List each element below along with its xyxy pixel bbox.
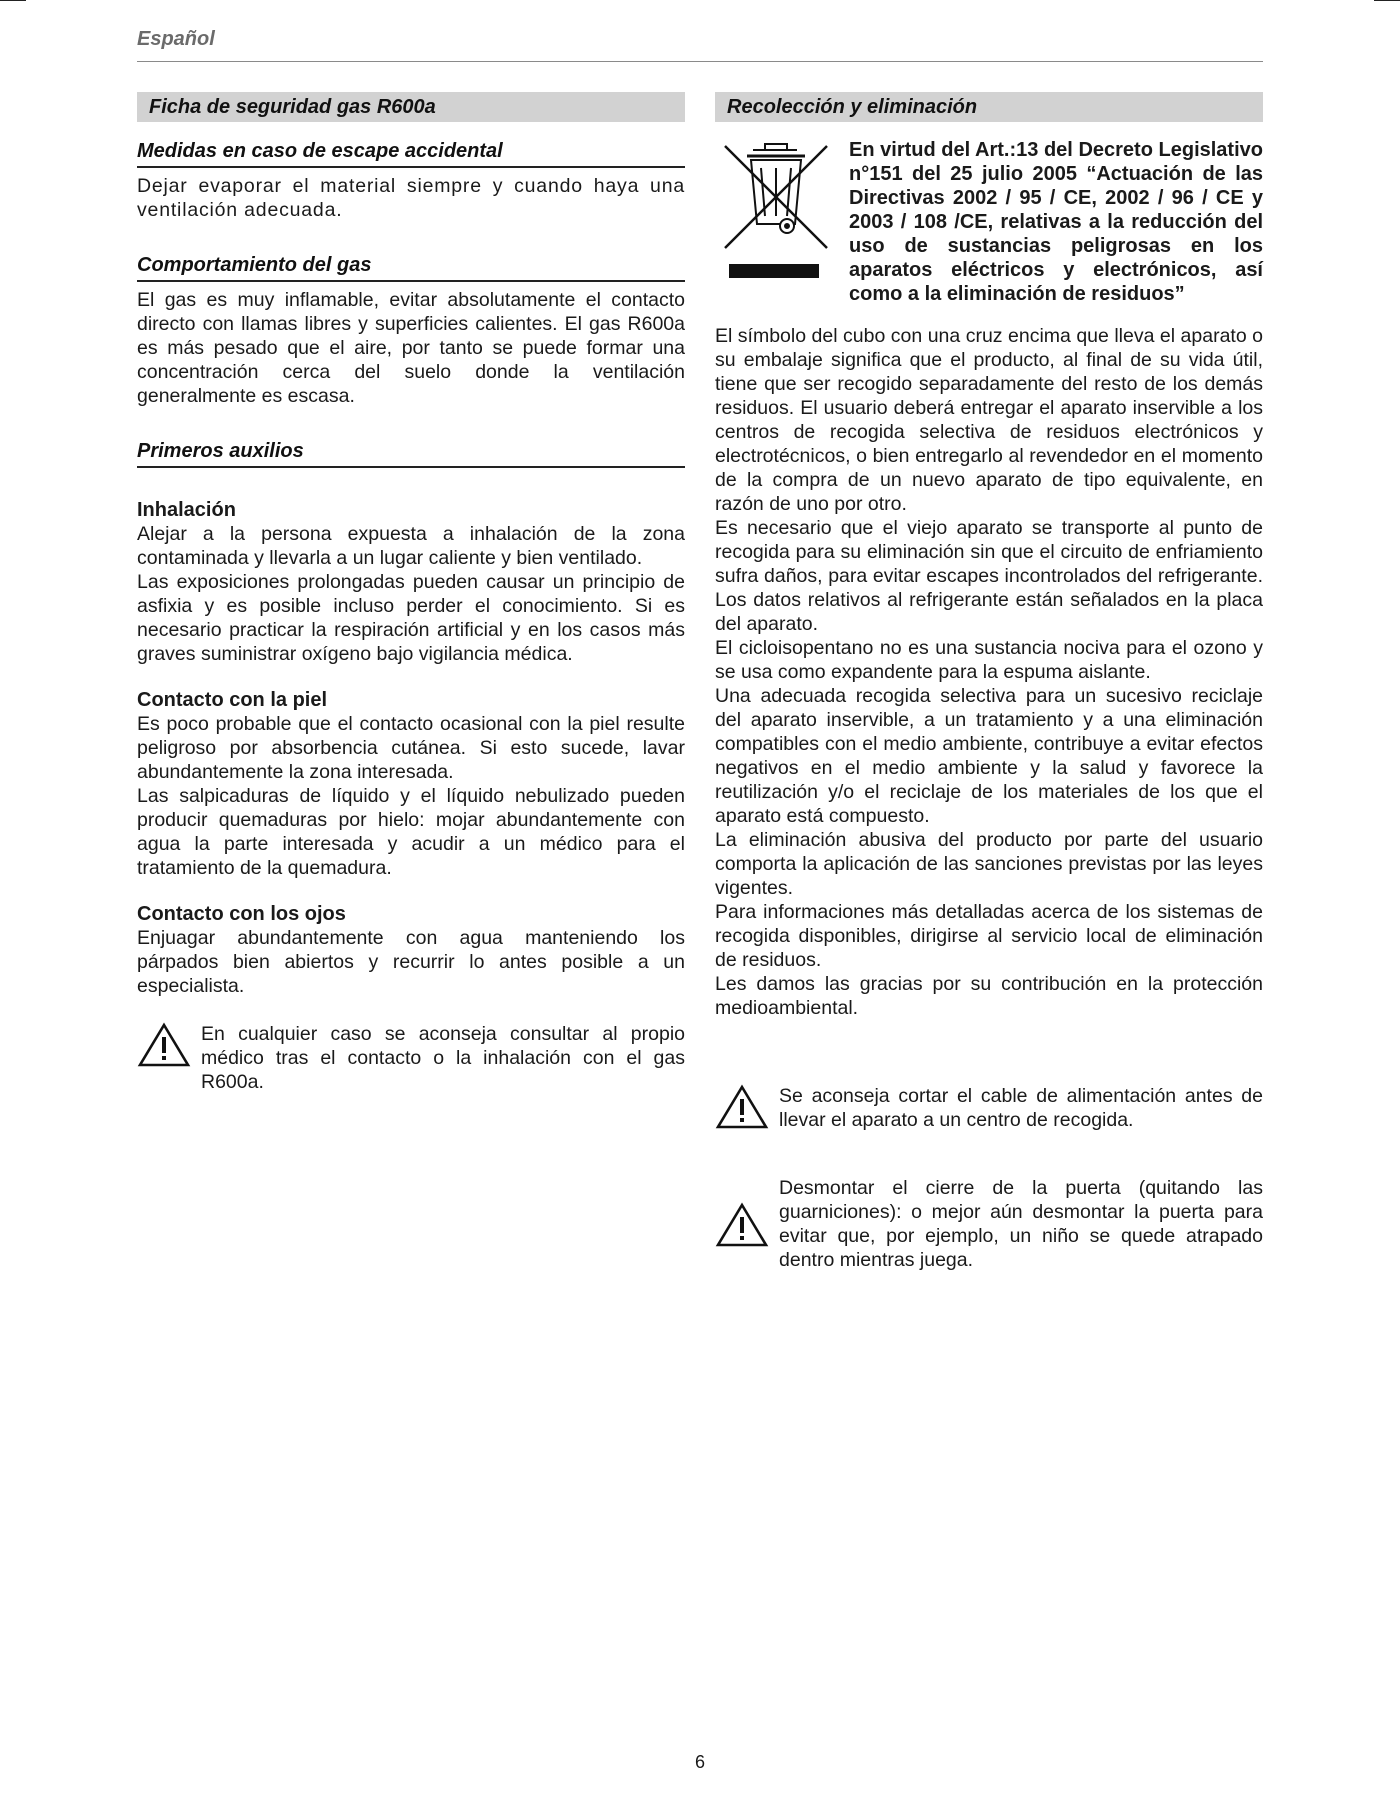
text-skin-2: Las salpicaduras de líquido y el líquido nebulizado pueden producir quemaduras por hielo: mojar abundantemente con agua la parte interesada y acudir a un médico para el tratamiento de la quemadura. (137, 785, 685, 879)
warning-power-cable (715, 1084, 1263, 1132)
right-column (715, 92, 1263, 1272)
heading-skin-contact: Contacto con la piel (137, 689, 328, 711)
warning-doctor (137, 1022, 685, 1094)
warning-triangle-icon (715, 1084, 769, 1130)
language-label: Español (137, 28, 215, 50)
section-title-disposal: Recolección y eliminación (715, 92, 1263, 122)
warning-door (715, 1176, 1263, 1272)
crossed-bin-icon (715, 138, 835, 278)
header-rule (137, 61, 1263, 62)
warning-door-text: Desmontar el cierre de la puerta (quitando las guarniciones): o mejor aún desmontar la puerta para evitar que, por ejemplo, un niño se quede atrapado dentro mientras juega. (779, 1177, 1263, 1271)
heading-inhalation: Inhalación (137, 499, 236, 521)
disposal-paragraph: La eliminación abusiva del producto por parte del usuario comporta la aplicación de las sanciones previstas por las leyes vigentes. (715, 829, 1263, 899)
disposal-paragraph: El cicloisopentano no es una sustancia nociva para el ozono y se usa como expandente para la espuma aislante. (715, 637, 1263, 683)
weee-block (715, 138, 1263, 306)
heading-gas-behaviour: Comportamiento del gas (137, 254, 685, 282)
text-inhalation-1: Alejar a la persona expuesta a inhalación de la zona contaminada y llevarla a un lugar caliente y bien ventilado. (137, 523, 685, 569)
disposal-paragraph: Les damos las gracias por su contribución en la protección medioambiental. (715, 973, 1263, 1019)
text-inhalation-2: Las exposiciones prolongadas pueden causar un principio de asfixia y es posible incluso perder el conocimiento. Si es necesario practicar la respiración artificial y en los casos más graves suministrar oxígeno bajo vigilancia médica. (137, 571, 685, 665)
text-skin-1: Es poco probable que el contacto ocasional con la piel resulte peligroso por absorbencia cutánea. Si esto sucede, lavar abundantemente la zona interesada. (137, 713, 685, 783)
warning-doctor-text: En cualquier caso se aconseja consultar al propio médico tras el contacto o la inhalación con el gas R600a. (201, 1023, 685, 1093)
page-number: 6 (694, 1752, 705, 1772)
left-column (137, 92, 685, 1094)
heading-eye-contact: Contacto con los ojos (137, 903, 346, 925)
disposal-paragraph: Es necesario que el viejo aparato se transporte al punto de recogida para su eliminación sin que el circuito de enfriamiento sufra daños, para evitar escapes incontrolados del refrigerante. Los datos relativos al refrigerante están señalados en la placa del aparato. (715, 517, 1263, 635)
section-title-safety: Ficha de seguridad gas R600a (137, 92, 685, 122)
warning-power-cable-text: Se aconseja cortar el cable de alimentación antes de llevar el aparato a un centro de recogida. (779, 1085, 1263, 1131)
crop-mark-right (1374, 0, 1400, 1)
heading-first-aid: Primeros auxilios (137, 440, 685, 468)
heading-accidental-leak: Medidas en caso de escape accidental (137, 140, 685, 168)
text-accidental-leak: Dejar evaporar el material siempre y cuando haya una ventilación adecuada. (137, 175, 685, 221)
disposal-paragraph: Para informaciones más detalladas acerca de los sistemas de recogida disponibles, dirigirse al servicio local de eliminación de residuos. (715, 901, 1263, 971)
text-eyes-1: Enjuagar abundantemente con agua manteniendo los párpados bien abiertos y recurrir lo antes posible a un especialista. (137, 927, 685, 997)
disposal-paragraph: Una adecuada recogida selectiva para un sucesivo reciclaje del aparato inservible, a un tratamiento y a una eliminación compatibles con el medio ambiente, contribuye a evitar efectos negativos en el medio ambiente y la salud y favorece la reutilización y/o el reciclaje de los materiales de los que el aparato está compuesto. (715, 685, 1263, 827)
decree-text: En virtud del Art.:13 del Decreto Legislativo n°151 del 25 julio 2005 “Actuación de las Directivas 2002 / 95 / CE, 2002 / 96 / CE y 2003 / 108 /CE, relativas a la reducción del uso de sustancias peligrosas en los aparatos eléctricos y electrónicos, así como a la eliminación de residuos” (849, 139, 1263, 305)
crop-mark-left (0, 0, 26, 1)
warning-triangle-icon (715, 1202, 769, 1248)
text-gas-behaviour: El gas es muy inflamable, evitar absolutamente el contacto directo con llamas libres y superficies calientes. El gas R600a es más pesado que el aire, por tanto se puede formar una concentración cerca del suelo donde la ventilación generalmente es escasa. (137, 289, 685, 407)
disposal-paragraph: El símbolo del cubo con una cruz encima que lleva el aparato o su embalaje significa que el producto, al final de su vida útil, tiene que ser recogido separadamente del resto de los demás residuos. El usuario deberá entregar el aparato inservible a los centros de recogida selectiva de residuos electrónicos y electrotécnicos, o bien entregarlo al revendedor en el momento de la compra de un nuevo aparato de tipo equivalente, en razón de uno por otro. (715, 325, 1263, 515)
disposal-paragraphs (715, 324, 1263, 1020)
warning-triangle-icon (137, 1022, 191, 1068)
